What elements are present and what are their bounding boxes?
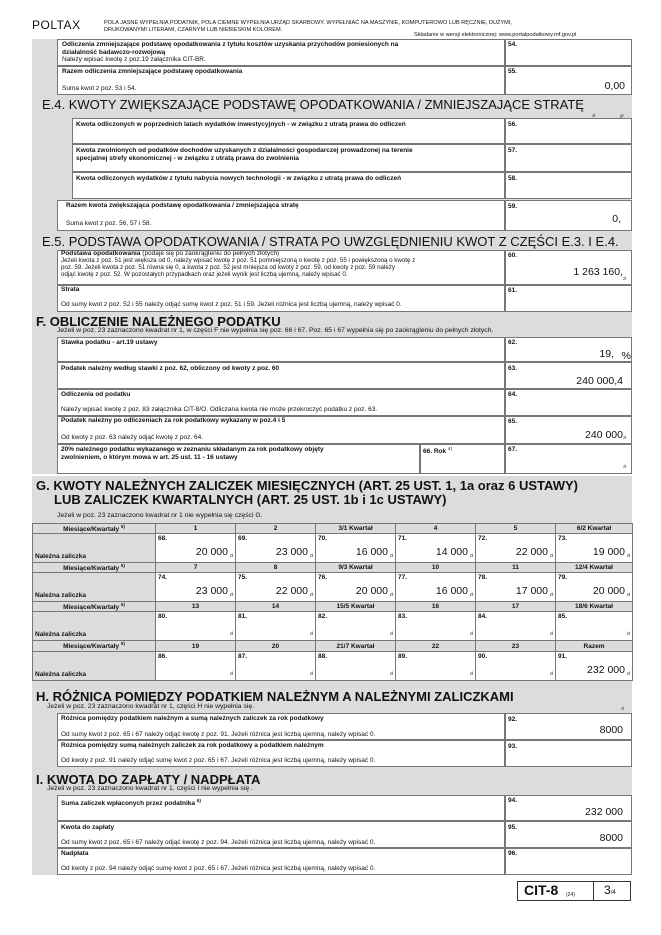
field-60-value: 1 263 160, (573, 266, 623, 278)
field-92-number: 92. (508, 716, 518, 723)
field-64-number: 64. (508, 391, 518, 398)
field-65-number: 65. (508, 418, 518, 425)
field-56-label: Kwota odliczonych w poprzednich latach wydatków inwestycyjnych - w związku z utratą prawa do odliczeń (76, 121, 406, 128)
field-value: 20 000 (355, 585, 388, 598)
field-number: 74. (158, 574, 168, 582)
advance-payment-row (33, 534, 633, 563)
field-95-label: Kwota do zapłaty (61, 824, 115, 831)
field-54-input[interactable] (505, 39, 632, 66)
field-93-number: 93. (508, 743, 518, 750)
period-header: 20 (236, 641, 316, 651)
period-header-label: Miesiące/Kwartały $^{5)}$ (33, 563, 156, 573)
field-value: 14 000 (435, 546, 468, 559)
field-number: 85. (558, 613, 568, 621)
field-61-number: 61. (508, 287, 518, 294)
section-e5-title: E.5. PODSTAWA OPODATKOWANIA / STRATA PO UWZGLĘDNIENIU KWOT Z CZĘŚCI E.3. I E.4. (42, 234, 619, 249)
zl-label: zł (309, 592, 313, 598)
zl-label: zł (469, 670, 473, 676)
field-number: 91. (558, 652, 568, 660)
zl-label: zł (469, 553, 473, 559)
advance-payment-field[interactable] (396, 534, 476, 563)
field-59-value: 0, (612, 213, 621, 225)
period-header-label: Miesiące/Kwartały $^{5)}$ (33, 524, 156, 534)
zl-label: zł (309, 553, 313, 559)
field-60-title: Podstawa opodatkowania (61, 250, 141, 257)
field-value: 16 000 (435, 585, 468, 598)
period-header: 13 (156, 602, 236, 612)
advance-payment-label: Należna zaliczka (33, 573, 156, 602)
zl-label: zł (389, 592, 393, 598)
field-value: 232 000 (587, 663, 625, 676)
field-66-number (423, 446, 452, 455)
field-number: 79. (558, 574, 568, 582)
field-92-label: Różnica pomiędzy podatkiem należnym a sumą należnych zaliczek za rok podatkowy (61, 715, 324, 722)
field-54-number: 54. (508, 41, 518, 48)
field-58-number: 58. (508, 175, 518, 182)
field-value: 20 000 (592, 585, 625, 598)
section-f-subtitle: Jeżeli w poz. 23 zaznaczono kwadrat nr 1, w części F nie wypełnia się poz. 66 i 67. Poz. 65 i 67 wypełnia się po zaokrągleniu do pełnych złotych. (57, 327, 494, 334)
section-e4-title: E.4. KWOTY ZWIĘKSZAJĄCE PODSTAWĘ OPODATKOWANIA / ZMNIEJSZAJĄCE STRATĘ (42, 97, 584, 112)
field-60-subtitle: (podaje się po zaokrągleniu do pełnych złotych) (142, 250, 280, 257)
field-54-label: Odliczenia zmniejszające podstawę opodatkowania z tytułu kosztów uzyskania przychodów poniesionych na działalność badawczo-rozwojową (62, 41, 399, 56)
section-i-title: I. KWOTA DO ZAPŁATY / NADPŁATA (36, 772, 261, 787)
field-61-input[interactable] (505, 285, 632, 312)
advance-payment-row (33, 573, 633, 602)
advance-payments-table (32, 523, 633, 681)
advance-payment-field[interactable] (396, 651, 476, 680)
advance-payment-field[interactable] (316, 534, 396, 563)
poltax-logo: POLTAX (32, 18, 81, 32)
field-65-label: Podatek należny po odliczeniach za rok podatkowy wykazany w poz.4 i 5 (61, 417, 286, 424)
zl-label: zł (549, 592, 553, 598)
field-number: 90. (478, 652, 488, 660)
field-63-number: 63. (508, 365, 518, 372)
page-total: /4 (610, 890, 616, 896)
field-56-number: 56. (508, 121, 518, 128)
period-header: 15/5 Kwartał (316, 602, 396, 612)
field-number: 71. (398, 535, 408, 543)
section-h-title: H. RÓŻNICA POMIĘDZY PODATKIEM NALEŻNYM A NALEŻNYMI ZALICZKAMI (36, 689, 514, 704)
field-66-rok: Rok (433, 448, 447, 456)
field-number: 72. (478, 535, 488, 543)
field-number: 82. (318, 613, 328, 621)
field-54-note: Należy wpisać kwotę z poz.19 załącznika CIT-BR. (62, 56, 206, 63)
period-header: 4 (396, 524, 476, 534)
field-value: 20 000 (195, 546, 228, 559)
field-65-value: 240 000 (585, 429, 623, 441)
field-value: 16 000 (355, 546, 388, 559)
period-header: 14 (236, 602, 316, 612)
advance-payment-label: Należna zaliczka (33, 612, 156, 641)
field-65-zl: zł (623, 435, 627, 440)
field-number: 84. (478, 613, 488, 621)
field-59-label: Razem kwota zwiększająca podstawę opodatkowania / zmniejszająca stratę (66, 202, 299, 209)
advance-payment-field[interactable] (156, 573, 236, 602)
field-59-note: Suma kwot z poz. 56, 57 i 58. (66, 220, 152, 227)
field-value: 17 000 (515, 585, 548, 598)
field-55-value: 0,00 (604, 80, 625, 92)
field-96-number: 96. (508, 850, 518, 857)
field-96-input[interactable] (505, 848, 632, 875)
period-header-label: Miesiące/Kwartały $^{5)}$ (33, 641, 156, 651)
field-number: 83. (398, 613, 408, 621)
advance-payment-label: Należna zaliczka (33, 651, 156, 680)
period-header: 17 (476, 602, 556, 612)
zl-label: zł (229, 592, 233, 598)
advance-payment-field[interactable] (316, 612, 396, 641)
period-header: 3/1 Kwartał (316, 524, 396, 534)
period-header: 18/6 Kwartał (556, 602, 633, 612)
field-value: 23 000 (195, 585, 228, 598)
period-header: 5 (476, 524, 556, 534)
advance-payment-field[interactable] (236, 612, 316, 641)
field-60-note: Jeżeli kwota z poz. 51 jest większa od 0, należy wpisać kwotę z poz. 51 pomniejszoną o kwotę z poz. 55 i powiększoną o kwotę z poz. 59. Jeżeli kwota z poz. 51 równa się 0, a kwota z poz. 52 jest mniejsza od kwoty z poz. 59, od kwoty z poz. 59 należy odjąć kwotę z poz. 52. W pozostałych przypadkach oraz jeżeli wynik jest liczbą ujemną, należy wpisać 0. (61, 257, 416, 279)
zl-label: zł (389, 631, 393, 637)
field-57-label: Kwota zwolnionych od podatków dochodów uzyskanych z działalności gospodarczej prowadzonej na terenie specjalnej strefy ekonomicznej - w związku z utratą prawa do zwolnienia (76, 147, 413, 162)
field-93-note: Od kwoty z poz. 91 należy odjąć sumę kwot z poz. 65 i 67. Jeżeli różnica jest liczbą ujemną, należy wpisać 0. (61, 757, 376, 764)
field-56-input[interactable] (505, 118, 632, 144)
field-60-zl: zł (623, 276, 627, 281)
period-header-row (33, 524, 633, 534)
period-header-label: Miesiące/Kwartały $^{5)}$ (33, 602, 156, 612)
zl-label: zł (626, 670, 630, 676)
advance-payment-field[interactable] (476, 573, 556, 602)
section-i-subtitle: Jeżeli w poz. 23 zaznaczono kwadrat nr 1, części I nie wypełnia się . (47, 785, 253, 792)
field-value: 22 000 (515, 546, 548, 559)
field-61-note: Od sumy kwot z poz. 52 i 55 należy odjąć sumę kwot z poz. 51 i 59. Jeżeli różnica jest liczbą ujemną, należy wpisać 0. (61, 301, 402, 308)
field-60-number: 60. (508, 252, 518, 259)
field-67-number: 67. (508, 446, 518, 453)
field-58-input[interactable] (505, 172, 632, 199)
period-header: 6/2 Kwartał (556, 524, 633, 534)
form-version: (24) (566, 892, 575, 898)
field-62-percent: % (621, 350, 631, 362)
field-92-note: Od sumy kwot z poz. 65 i 67 należy odjąć kwotę z poz. 91. Jeżeli różnica jest liczbą ujemną, należy wpisać 0. (61, 731, 376, 738)
advance-payment-field[interactable] (556, 573, 633, 602)
field-66-num: 66. (423, 448, 433, 456)
period-header: 7 (156, 563, 236, 573)
period-header: 19 (156, 641, 236, 651)
field-62-value: 19, (599, 348, 614, 360)
period-header: 1 (156, 524, 236, 534)
advance-payment-row (33, 651, 633, 680)
field-number: 89. (398, 652, 408, 660)
field-67-input[interactable] (505, 444, 632, 474)
field-number: 69. (238, 535, 248, 543)
field-57-number: 57. (508, 147, 518, 154)
section-g-subtitle: Jeżeli w poz. 23 zaznaczono kwadrat nr 1 nie wypełnia się części G. (57, 512, 263, 519)
period-header-row (33, 563, 633, 573)
field-93-label: Różnica pomiędzy sumą należnych zaliczek za rok podatkowy a podatkiem należnym (61, 742, 324, 749)
zl-label: zł (229, 670, 233, 676)
period-header: 21/7 Kwartał (316, 641, 396, 651)
period-header: Razem (556, 641, 633, 651)
advance-payment-field[interactable] (476, 612, 556, 641)
zl-label: zł (626, 631, 630, 637)
field-number: 73. (558, 535, 568, 543)
field-96-label: Nadpłata (61, 850, 89, 857)
period-header-row (33, 602, 633, 612)
header-instruction: POLA JASNE WYPEŁNIA PODATNIK, POLA CIEMNE WYPEŁNIA URZĄD SKARBOWY. WYPEŁNIAĆ NA MASZYNIE, KOMPUTEROWO LUB RĘCZNIE, DUŻYMI, DRUKOWANYMI LITERAMI, CZARNYM LUB NIEBIESKIM KOLOREM. (104, 20, 512, 33)
field-66-label: 20% należnego podatku wykazanego w zeznaniu składanym za rok podatkowy objęty zwolnieniem, o którym mowa w art. 25 ust. 11 - 16 ustawy (61, 446, 324, 461)
field-value: 19 000 (592, 546, 625, 559)
field-95-number: 95. (508, 824, 518, 831)
period-header: 11 (476, 563, 556, 573)
field-93-input[interactable] (505, 740, 632, 767)
field-65-note: Od kwoty z poz. 63 należy odjąć kwotę z poz. 64. (61, 434, 203, 441)
field-62-label: Stawka podatku - art.19 ustawy (61, 339, 158, 346)
advance-payment-field[interactable] (476, 651, 556, 680)
field-value: 22 000 (275, 585, 308, 598)
field-94-title: Suma zaliczek wpłaconych przez podatnika (61, 800, 196, 808)
field-59-number: 59. (508, 203, 518, 210)
field-62-number: 62. (508, 339, 518, 346)
field-number: 68. (158, 535, 168, 543)
field-55-number: 55. (508, 68, 518, 75)
section-f-title: F. OBLICZENIE NALEŻNEGO PODATKU (36, 314, 281, 329)
zl-label: zł (389, 670, 393, 676)
field-95-value: 8000 (599, 832, 623, 844)
period-header: 2 (236, 524, 316, 534)
page-number (604, 883, 616, 897)
advance-payment-field[interactable] (476, 534, 556, 563)
period-header: 22 (396, 641, 476, 651)
field-64-input[interactable] (505, 389, 632, 416)
field-number: 76. (318, 574, 328, 582)
section-g-title: G. KWOTY NALEŻNYCH ZALICZEK MIESIĘCZNYCH (ART. 25 UST. 1, 1a oraz 6 USTAWY) LUB ZALICZEK KWARTALNYCH (ART. 25 UST. 1b i 1c USTAWY) (36, 478, 578, 507)
period-header-row (33, 641, 633, 651)
field-66-footnote: 4) (447, 446, 452, 451)
field-94-value: 232 000 (585, 806, 623, 818)
field-number: 80. (158, 613, 168, 621)
period-header: 12/4 Kwartał (556, 563, 633, 573)
advance-payment-field[interactable] (556, 651, 633, 680)
field-64-note: Należy wpisać kwotę z poz. 83 załącznika CIT-8/O. Odliczana kwota nie może przekroczyć podatku z poz. 63. (61, 406, 378, 413)
e4-gr-label: gr (620, 113, 625, 118)
field-number: 88. (318, 652, 328, 660)
advance-payment-field[interactable] (316, 573, 396, 602)
field-63-value: 240 000,4 (576, 375, 623, 387)
period-header: 16 (396, 602, 476, 612)
field-96-note: Od kwoty z poz. 94 należy odjąć sumę kwot z poz. 65 i 67. Jeżeli różnica jest liczbą ujemną, należy wpisać 0. (61, 865, 376, 872)
advance-payment-field[interactable] (156, 651, 236, 680)
field-94-label (61, 797, 201, 808)
zl-label: zł (229, 553, 233, 559)
advance-payment-field[interactable] (556, 534, 633, 563)
zl-label: zł (309, 631, 313, 637)
zl-label: zł (549, 553, 553, 559)
field-94-number: 94. (508, 797, 518, 804)
field-number: 77. (398, 574, 408, 582)
advance-payment-field[interactable] (396, 612, 476, 641)
period-header: 8 (236, 563, 316, 573)
section-h-subtitle: Jeżeli w poz. 23 zaznaczono kwadrat nr 1, części H nie wypełnia się. (47, 703, 255, 710)
form-code: CIT-8 (524, 882, 559, 898)
advance-payment-field[interactable] (396, 573, 476, 602)
section-h-zl: zł (621, 706, 625, 711)
page-current: 3 (604, 883, 611, 897)
field-63-label: Podatek należny według stawki z poz. 62, obliczony od kwoty z poz. 60 (61, 365, 280, 372)
advance-payment-field[interactable] (156, 534, 236, 563)
field-61-label: Strata (61, 286, 80, 293)
zl-label: zł (549, 631, 553, 637)
field-number: 70. (318, 535, 328, 543)
field-number: 81. (238, 613, 248, 621)
zl-label: zł (626, 592, 630, 598)
advance-payment-row (33, 612, 633, 641)
field-55-label: Razem odliczenia zmniejszające podstawę opodatkowania (62, 68, 243, 75)
advance-payment-label: Należna zaliczka (33, 534, 156, 563)
field-number: 86. (158, 652, 168, 660)
zl-label: zł (389, 553, 393, 559)
field-57-input[interactable] (505, 144, 632, 172)
header-electronic: Składanie w wersji elektronicznej: www.portalpodatkowy.mf.gov.pl (414, 32, 577, 38)
zl-label: zł (469, 592, 473, 598)
zl-label: zł (229, 631, 233, 637)
zl-label: zł (469, 631, 473, 637)
advance-payment-field[interactable] (316, 651, 396, 680)
field-58-label: Kwota odliczonych wydatków z tytułu nabycia nowych technologii - w związku z utratą prawa do odliczeń (76, 175, 402, 182)
period-header: 10 (396, 563, 476, 573)
zl-label: zł (626, 553, 630, 559)
field-92-value: 8000 (599, 724, 623, 736)
field-value: 23 000 (275, 546, 308, 559)
e4-zl-label: zł (592, 113, 596, 118)
advance-payment-field[interactable] (236, 534, 316, 563)
advance-payment-field[interactable] (556, 612, 633, 641)
period-header: 23 (476, 641, 556, 651)
field-64-label: Odliczenia od podatku (61, 391, 131, 398)
zl-label: zł (309, 670, 313, 676)
advance-payment-field[interactable] (236, 573, 316, 602)
form-id-divider (593, 881, 594, 901)
advance-payment-field[interactable] (236, 651, 316, 680)
field-55-note: Suma kwot z poz. 53 i 54. (62, 85, 137, 92)
field-number: 78. (478, 574, 488, 582)
field-number: 87. (238, 652, 248, 660)
zl-label: zł (549, 670, 553, 676)
field-95-note: Od sumy kwot z poz. 65 i 67 należy odjąć kwotę z poz. 94. Jeżeli różnica jest liczbą ujemną, należy wpisać 0. (61, 839, 376, 846)
field-number: 75. (238, 574, 248, 582)
field-94-footnote: 6) (196, 798, 201, 803)
field-67-zl: zł (623, 464, 627, 469)
period-header: 9/3 Kwartał (316, 563, 396, 573)
advance-payment-field[interactable] (156, 612, 236, 641)
